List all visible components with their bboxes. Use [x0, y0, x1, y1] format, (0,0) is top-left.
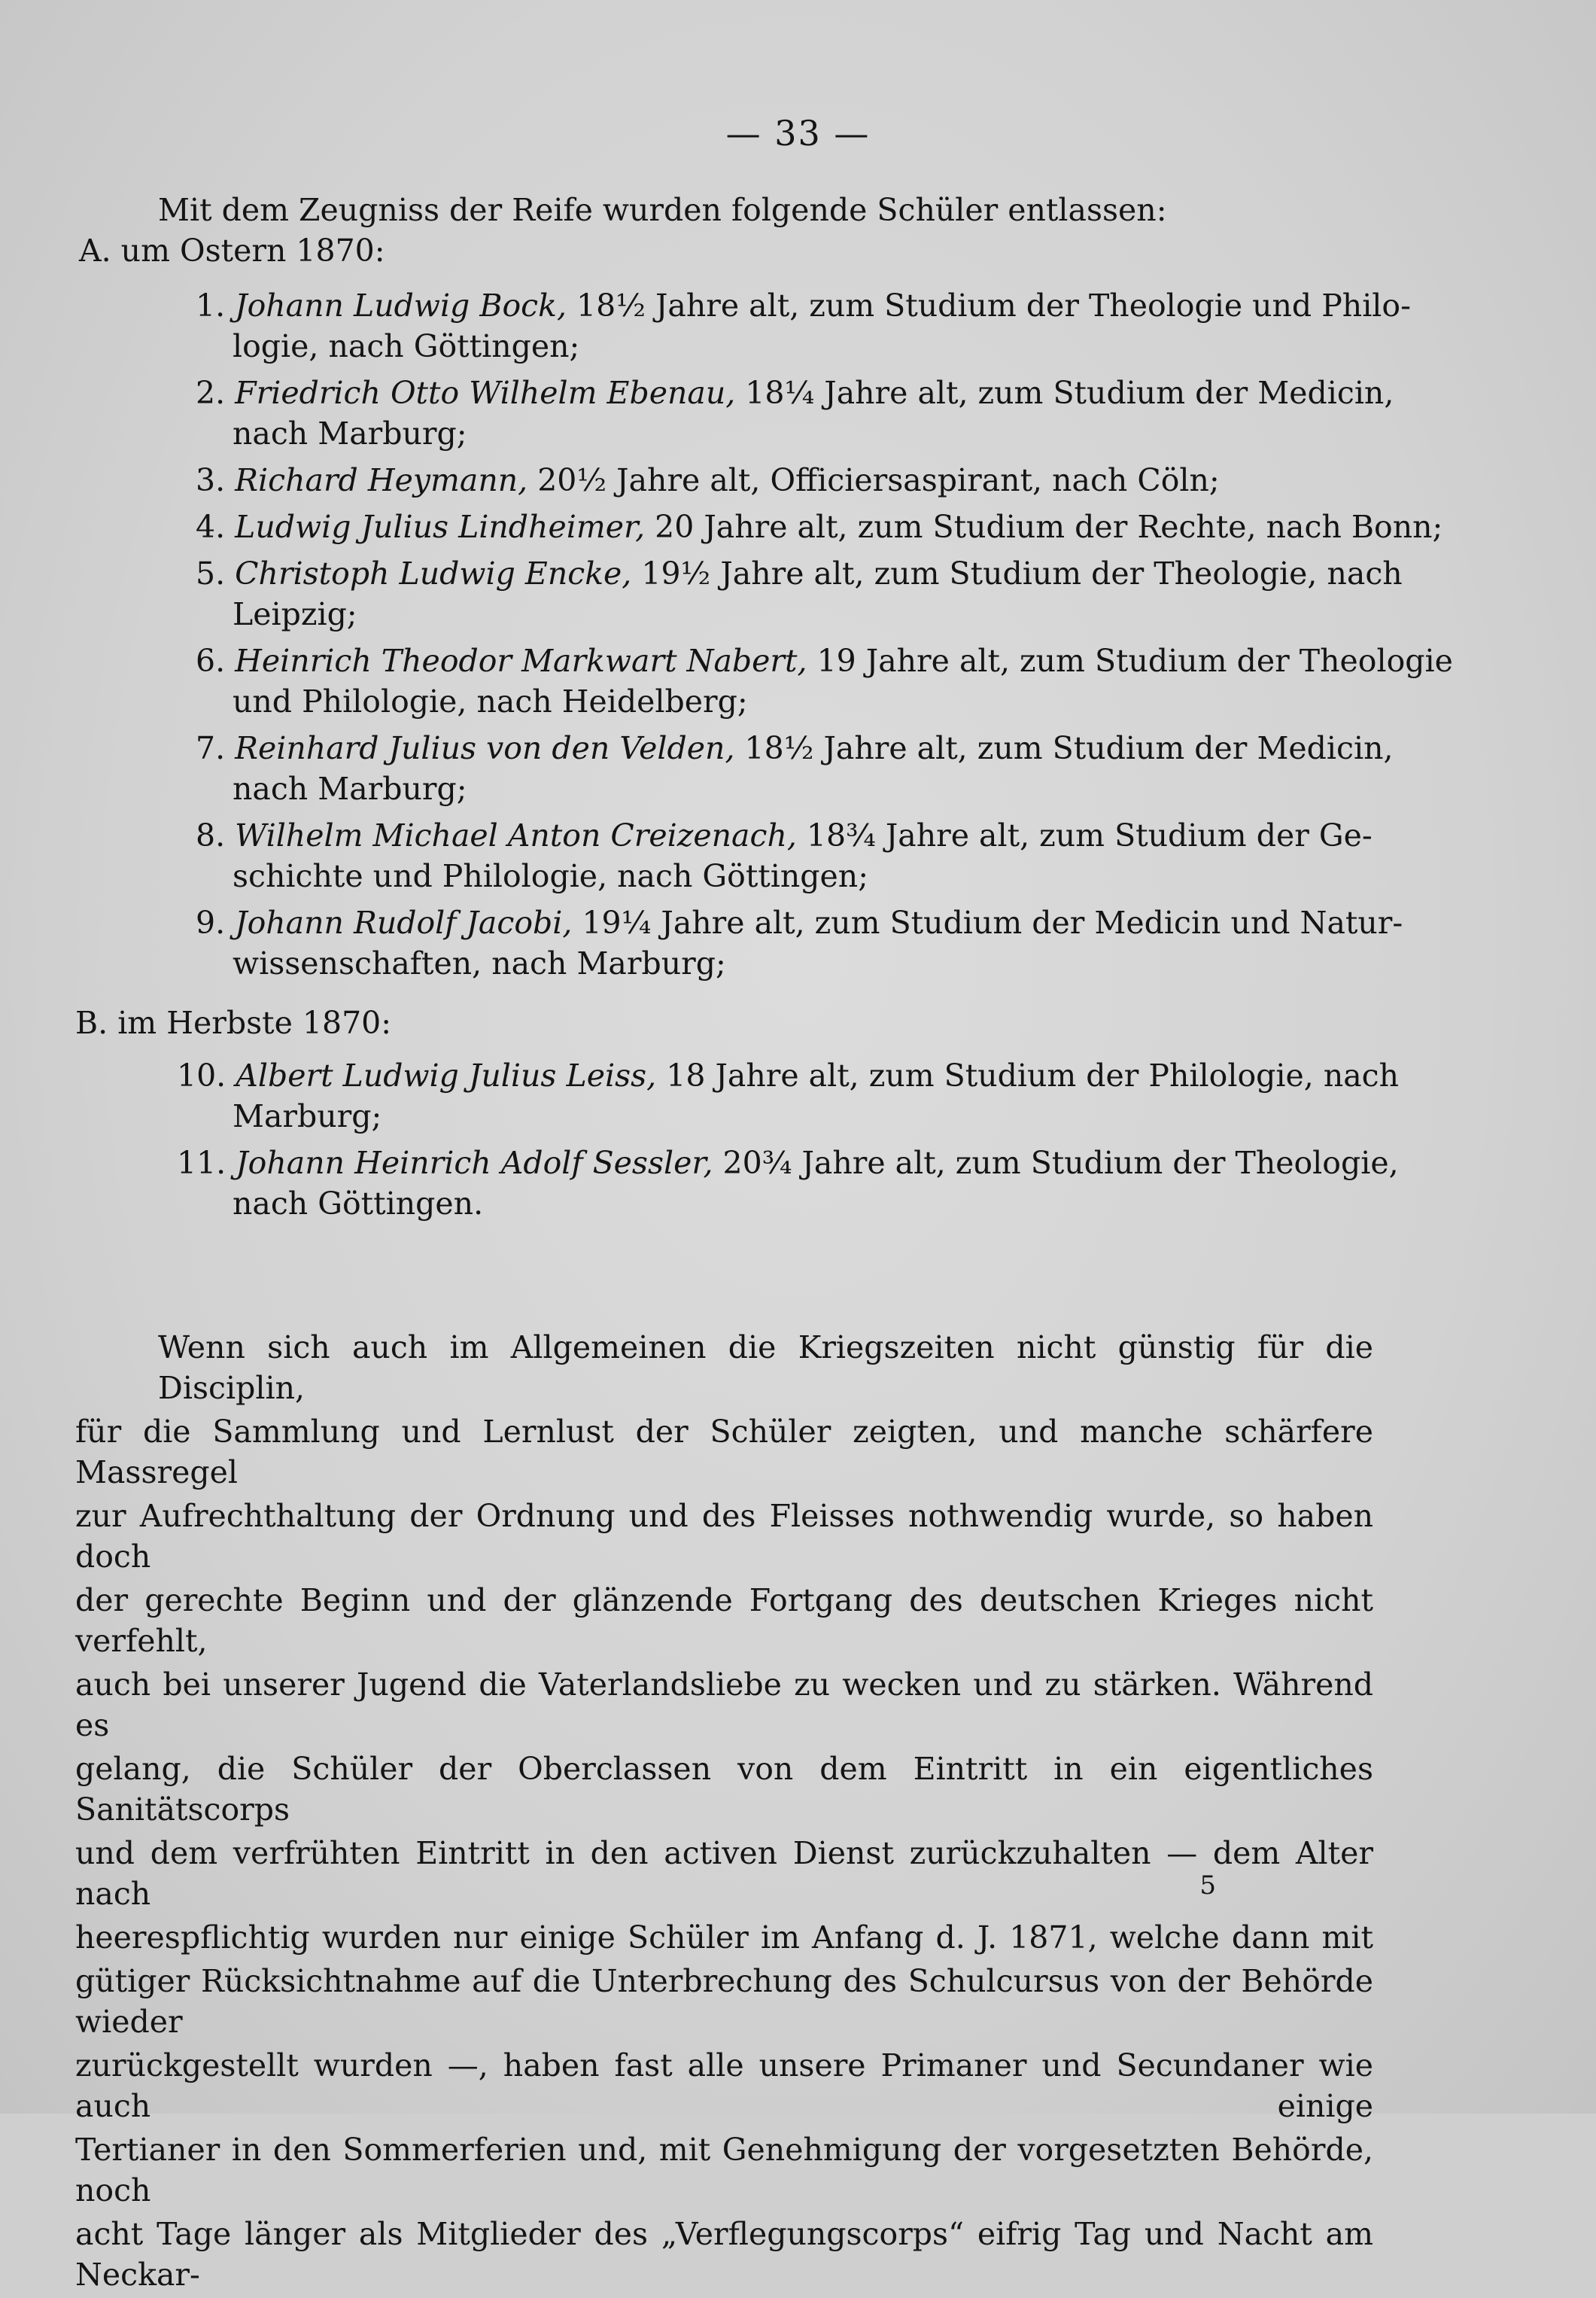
paragraph-line: Wenn sich auch im Allgemeinen die Kriegszeiten nicht günstig für die Disciplin, — [158, 1329, 1373, 1406]
student-entry — [75, 1055, 1400, 1137]
student-name: Heinrich Theodor Markwart Nabert, — [235, 643, 807, 679]
student-continuation: und Philologie, nach Heidelberg; — [233, 683, 748, 720]
student-details: 20½ Jahre alt, Officiersaspirant, nach Cöln; — [527, 462, 1220, 498]
student-details: 18½ Jahre alt, zum Studium der Medicin, — [734, 730, 1394, 766]
student-entry — [75, 815, 1373, 896]
student-name: Reinhard Julius von den Velden, — [235, 730, 735, 766]
student-list-b — [75, 1055, 1400, 1230]
student-number: 10. — [177, 1058, 236, 1094]
section-b-heading: B. im Herbste 1870: — [75, 1005, 392, 1041]
student-name: Christoph Ludwig Encke, — [235, 555, 632, 592]
student-number: 8. — [196, 817, 236, 854]
student-details: 19 Jahre alt, zum Studium der Theologie — [807, 643, 1453, 679]
student-details: 18½ Jahre alt, zum Studium der Theologie und Philo- — [567, 288, 1411, 324]
paragraph-line: auch bei unserer Jugend die Vaterlandsliebe zu wecken und zu stärken. Während es — [75, 1666, 1373, 1743]
student-number: 1. — [196, 288, 236, 324]
paragraph-line: für die Sammlung und Lernlust der Schüler zeigten, und manche schärfere Massregel — [75, 1414, 1373, 1490]
section-b — [75, 1003, 1373, 1043]
page-number: — 33 — — [725, 113, 871, 154]
student-entry — [75, 728, 1394, 809]
paragraph-line: heerespflichtig wurden nur einige Schüler im Anfang d. J. 1871, welche dann mit — [75, 1919, 1373, 1956]
paragraph-line: gelang, die Schüler der Oberclassen von dem Eintritt in ein eigentliches Sanitätscorps — [75, 1751, 1373, 1828]
student-name: Johann Ludwig Bock, — [235, 288, 567, 324]
student-number: 4. — [196, 509, 236, 545]
student-entry — [75, 373, 1394, 454]
student-continuation: wissenschaften, nach Marburg; — [233, 945, 726, 982]
paragraph — [75, 1327, 1373, 2298]
student-name: Friedrich Otto Wilhelm Ebenau, — [235, 375, 736, 411]
student-name: Ludwig Julius Lindheimer, — [235, 509, 646, 545]
student-details: 18 Jahre alt, zum Studium der Philologie, nach — [656, 1058, 1400, 1094]
student-entry — [75, 460, 1373, 501]
paragraph-line: und dem verfrühten Eintritt in den activen Dienst zurückzuhalten — dem Alter nach — [75, 1835, 1373, 1912]
student-continuation: nach Marburg; — [233, 415, 467, 452]
student-number: 3. — [196, 462, 236, 498]
signature-mark: 5 — [1199, 1870, 1216, 1901]
student-details: 18¾ Jahre alt, zum Studium der Ge- — [796, 817, 1373, 854]
student-number: 6. — [196, 643, 236, 679]
student-continuation: logie, nach Göttingen; — [233, 328, 580, 364]
student-details: 20¾ Jahre alt, zum Studium der Theologie, — [713, 1145, 1399, 1181]
paragraph-line: gütiger Rücksichtnahme auf die Unterbrechung des Schulcursus von der Behörde wieder — [75, 1963, 1373, 2040]
student-name: Johann Rudolf Jacobi, — [235, 905, 573, 941]
intro-line — [75, 190, 1373, 271]
student-continuation: Marburg; — [233, 1098, 382, 1134]
student-name: Wilhelm Michael Anton Creizenach, — [235, 817, 797, 854]
student-entry — [75, 553, 1403, 635]
student-number: 5. — [196, 555, 236, 592]
student-name: Johann Heinrich Adolf Sessler, — [236, 1145, 713, 1181]
student-number: 9. — [196, 905, 236, 941]
student-number: 7. — [196, 730, 236, 766]
student-list-a — [75, 285, 1453, 990]
student-entry — [75, 507, 1443, 547]
paragraph-line: acht Tage länger als Mitglieder des „Verflegungscorps“ eifrig Tag und Nacht am Neckar- — [75, 2216, 1373, 2293]
student-details: 20 Jahre alt, zum Studium der Rechte, nach Bonn; — [645, 509, 1443, 545]
student-name: Richard Heymann, — [235, 462, 528, 498]
paragraph-line: zur Aufrechthaltung der Ordnung und des Fleisses nothwendig wurde, so haben doch — [75, 1498, 1373, 1575]
paragraph-line: der gerechte Beginn und der glänzende Fortgang des deutschen Krieges nicht verfehlt, — [75, 1582, 1373, 1659]
student-continuation: Leipzig; — [233, 596, 357, 632]
section-a-heading: A. um Ostern 1870: — [79, 233, 385, 269]
student-number: 11. — [177, 1145, 236, 1181]
student-entry — [75, 285, 1411, 367]
student-continuation: nach Göttingen. — [233, 1186, 484, 1222]
student-details: 18¼ Jahre alt, zum Studium der Medicin, — [735, 375, 1394, 411]
student-continuation: schichte und Philologie, nach Göttingen; — [233, 858, 869, 894]
student-entry — [75, 902, 1403, 984]
student-name: Albert Ludwig Julius Leiss, — [236, 1058, 657, 1094]
student-details: 19½ Jahre alt, zum Studium der Theologie, nach — [631, 555, 1403, 592]
student-details: 19¼ Jahre alt, zum Studium der Medicin und Natur- — [572, 905, 1403, 941]
intro-text: Mit dem Zeugniss der Reife wurden folgende Schüler entlassen: — [158, 192, 1167, 228]
paragraph-line: Tertianer in den Sommerferien und, mit Genehmigung der vorgesetzten Behörde, noch — [75, 2132, 1373, 2208]
student-entry — [75, 1143, 1399, 1224]
student-number: 2. — [196, 375, 236, 411]
student-continuation: nach Marburg; — [233, 771, 467, 807]
student-entry — [75, 641, 1453, 722]
paragraph-line: zurückgestellt wurden —, haben fast alle unsere Primaner und Secundaner wie auch einige — [75, 2047, 1373, 2124]
